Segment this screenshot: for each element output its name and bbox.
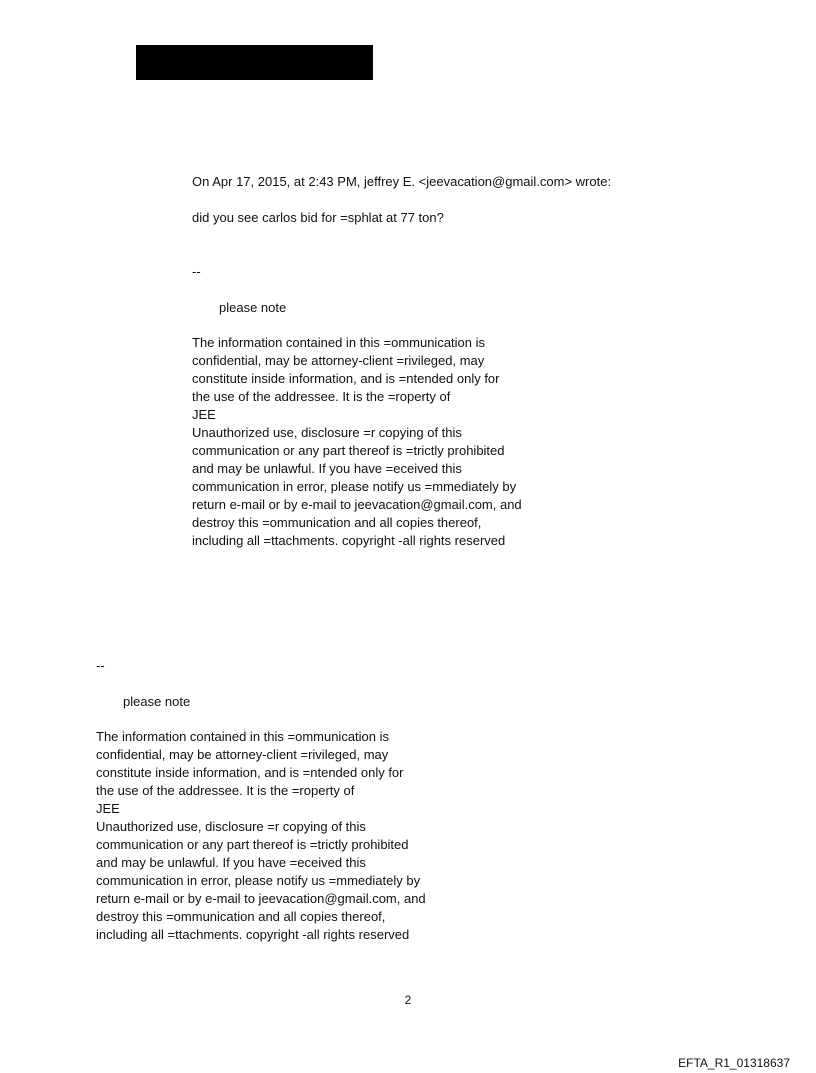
signature-disclaimer-line: JEE [96,801,120,816]
quoted-note-block [192,299,286,317]
quoted-disclaimer [192,334,522,550]
signature-disclaimer-line: including all =ttachments. copyright -all rights reserved [96,927,410,942]
quoted-question-line: did you see carlos bid for =sphlat at 77 ton? [192,210,444,225]
quoted-disclaimer-line: destroy this =ommunication and all copies thereof, [192,515,482,530]
signature-separator-block [96,657,105,675]
quoted-disclaimer-line: communication in error, please notify us =mmediately by [192,479,517,494]
quoted-disclaimer-line: Unauthorized use, disclosure =r copying of this [192,425,462,440]
signature-disclaimer-line: return e-mail or by e-mail to jeevacation@gmail.com, and [96,891,426,906]
redaction-bar [136,45,373,80]
signature-disclaimer-line: communication or any part thereof is =trictly prohibited [96,837,409,852]
signature-disclaimer-line: Unauthorized use, disclosure =r copying of this [96,819,366,834]
quoted-disclaimer-line: confidential, may be attorney-client =rivileged, may [192,353,485,368]
bates-number: EFTA_R1_01318637 [678,1056,790,1070]
signature-note-block [96,693,190,711]
quoted-disclaimer-line: JEE [192,407,216,422]
signature-disclaimer-line: the use of the addressee. It is the =roperty of [96,783,355,798]
signature-disclaimer [96,728,426,944]
page-number: 2 [404,993,412,1007]
signature-disclaimer-line: The information contained in this =ommunication is [96,729,390,744]
signature-disclaimer-line: communication in error, please notify us =mmediately by [96,873,421,888]
signature-disclaimer-line: confidential, may be attorney-client =rivileged, may [96,747,389,762]
quoted-disclaimer-line: The information contained in this =ommunication is [192,335,486,350]
quoted-note-heading: please note [219,300,287,315]
signature-note-heading: please note [123,694,191,709]
quoted-disclaimer-line: the use of the addressee. It is the =roperty of [192,389,451,404]
quoted-question-block [192,209,444,227]
quoted-separator-block [192,263,201,281]
quoted-disclaimer-line: return e-mail or by e-mail to jeevacation@gmail.com, and [192,497,522,512]
signature-disclaimer-line: constitute inside information, and is =ntended only for [96,765,404,780]
quoted-disclaimer-line: and may be unlawful. If you have =eceived this [192,461,462,476]
quoted-header-block [192,173,611,191]
quoted-disclaimer-line: including all =ttachments. copyright -all rights reserved [192,533,506,548]
quoted-header-line: On Apr 17, 2015, at 2:43 PM, jeffrey E. <jeevacation@gmail.com> wrote: [192,174,612,189]
signature-disclaimer-line: and may be unlawful. If you have =eceived this [96,855,366,870]
quoted-disclaimer-line: communication or any part thereof is =trictly prohibited [192,443,505,458]
signature-separator: -- [96,658,105,673]
signature-disclaimer-line: destroy this =ommunication and all copies thereof, [96,909,386,924]
quoted-disclaimer-line: constitute inside information, and is =ntended only for [192,371,500,386]
quoted-separator: -- [192,264,201,279]
